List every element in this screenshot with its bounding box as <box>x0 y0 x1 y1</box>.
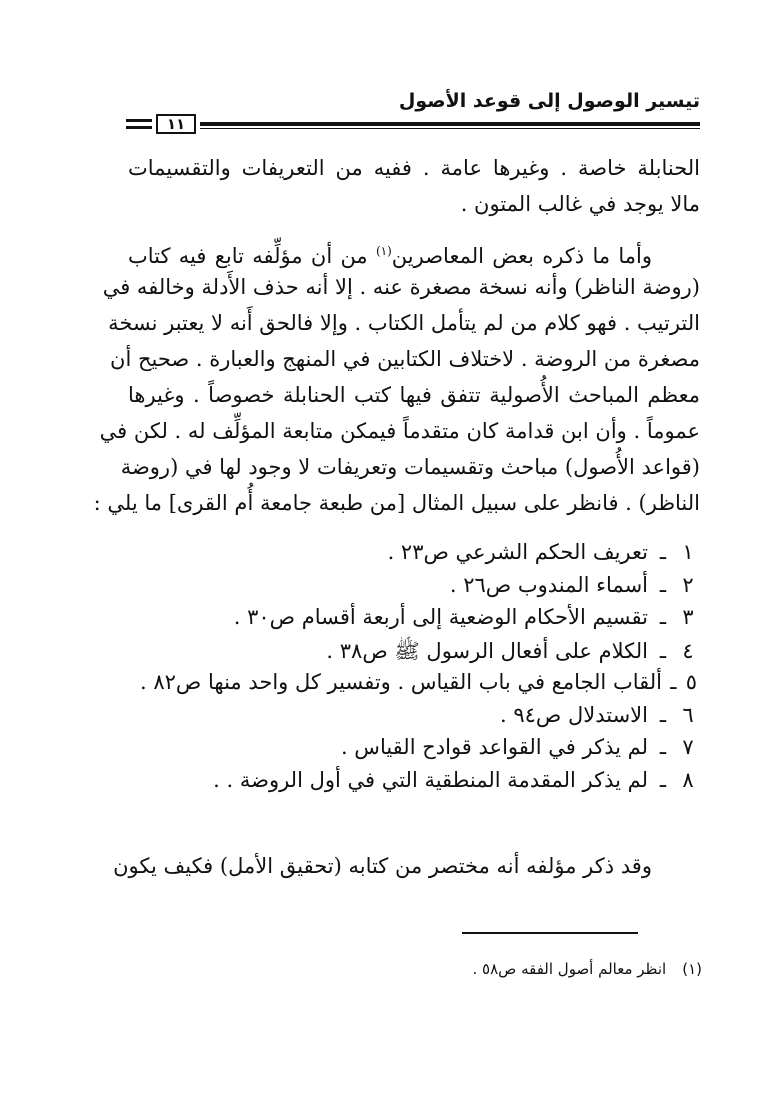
text-line: (قواعد الأُصول) مباحث وتقسيمات وتعريفات لا وجود لها في (روضة <box>120 455 700 479</box>
page-number: ١١ <box>156 114 196 134</box>
text-fragment: وأما ما ذكره بعض المعاصرين <box>391 244 652 268</box>
list-item: ٨ ـ لم يذكر المقدمة المنطقية التي في أول الروضة . . <box>140 768 700 801</box>
list-number: ١ <box>682 540 694 564</box>
text-line: عموماً . وأن ابن قدامة كان متقدماً فيمكن متابعة المؤلِّف له . لكن في <box>99 419 700 443</box>
paragraph-3 <box>113 848 700 884</box>
text-line <box>128 233 700 269</box>
running-title: تيسير الوصول إلى قوعد الأصول <box>398 90 700 112</box>
header-ornament-dash <box>126 119 152 122</box>
footnote-reference: (١) <box>375 244 392 258</box>
list-item-text: لم يذكر المقدمة المنطقية التي في أول الروضة . . <box>213 767 648 792</box>
list-item: ٧ ـ لم يذكر في القواعد قوادح القياس . <box>140 735 700 768</box>
list-item-text: لم يذكر في القواعد قوادح القياس . <box>340 735 648 759</box>
text-line: الترتيب . فهو كلام من لم يتأمل الكتاب . وإلا فالحق أَنه لا يعتبر نسخة <box>108 311 700 335</box>
footnote-text: انظر معالم أصول الفقه ص٥٨ . <box>472 960 667 978</box>
list-number: ٧ <box>682 735 694 759</box>
header-rule-thick <box>200 122 700 126</box>
header-ornament-dash <box>126 126 152 129</box>
text-line: مصغرة من الروضة . لاختلاف الكتابين في المنهج والعبارة . صحيح أن <box>110 347 700 371</box>
paragraph-1 <box>128 150 700 222</box>
footnote <box>473 960 703 978</box>
numbered-list <box>140 540 700 800</box>
header-rule-thin <box>200 128 700 129</box>
list-item: ٣ ـ تقسيم الأحكام الوضعية إلى أربعة أقسام ص٣٠ . <box>140 605 700 638</box>
page-header <box>120 86 700 134</box>
list-item: ٤ ـ الكلام على أفعال الرسول ﷺ ص٣٨ . <box>140 638 700 671</box>
footnote-rule <box>462 932 638 934</box>
text-line: مالا يوجد في غالب المتون . <box>460 192 700 216</box>
text-line: الحنابلة خاصة . وغيرها عامة . ففيه من التعريفات والتقسيمات <box>128 156 700 180</box>
text-line: معظم المباحث الأُصولية تتفق فيها كتب الحنابلة خصوصاً . وغيرها <box>128 383 700 407</box>
list-item: ٢ ـ أسماء المندوب ص٢٦ . <box>140 573 700 606</box>
list-item: ٦ ـ الاستدلال ص٩٤ . <box>140 703 700 736</box>
list-item-text: ألقاب الجامع في باب القياس . وتفسير كل واحد منها ص٨٢ . <box>140 670 662 694</box>
list-item-text: الاستدلال ص٩٤ . <box>500 702 648 727</box>
list-item-text: الكلام على أفعال الرسول ﷺ ص٣٨ . <box>326 638 648 663</box>
list-number: ٤ <box>682 638 694 663</box>
footnote-marker: (١) <box>682 960 702 978</box>
list-item: ١ ـ تعريف الحكم الشرعي ص٢٣ . <box>140 540 700 573</box>
list-number: ٣ <box>682 605 694 629</box>
list-item-text: أسماء المندوب ص٢٦ . <box>449 572 648 597</box>
text-line: الناظر) . فانظر على سبيل المثال [من طبعة جامعة أُم القرى] ما يلي : <box>93 491 700 515</box>
paragraph-2 <box>93 233 700 521</box>
text-fragment: من أن مؤلِّفه تابع فيه كتاب <box>128 244 376 268</box>
list-number: ٥ <box>685 670 697 694</box>
list-item: ٥ ـ ألقاب الجامع في باب القياس . وتفسير كل واحد منها ص٨٢ . <box>140 670 700 703</box>
text-line: وقد ذكر مؤلفه أنه مختصر من كتابه (تحقيق الأمل) فكيف يكون <box>113 854 652 878</box>
list-item-text: تقسيم الأحكام الوضعية إلى أربعة أقسام ص٣٠ . <box>233 605 648 629</box>
list-number: ٨ <box>682 767 694 792</box>
text-line: (روضة الناظر) وأنه نسخة مصغرة عنه . إلا أنه حذف الأَدلة وخالفه في <box>102 275 700 299</box>
list-item-text: تعريف الحكم الشرعي ص٢٣ . <box>387 540 648 564</box>
list-number: ٦ <box>682 702 694 727</box>
list-number: ٢ <box>682 572 694 597</box>
